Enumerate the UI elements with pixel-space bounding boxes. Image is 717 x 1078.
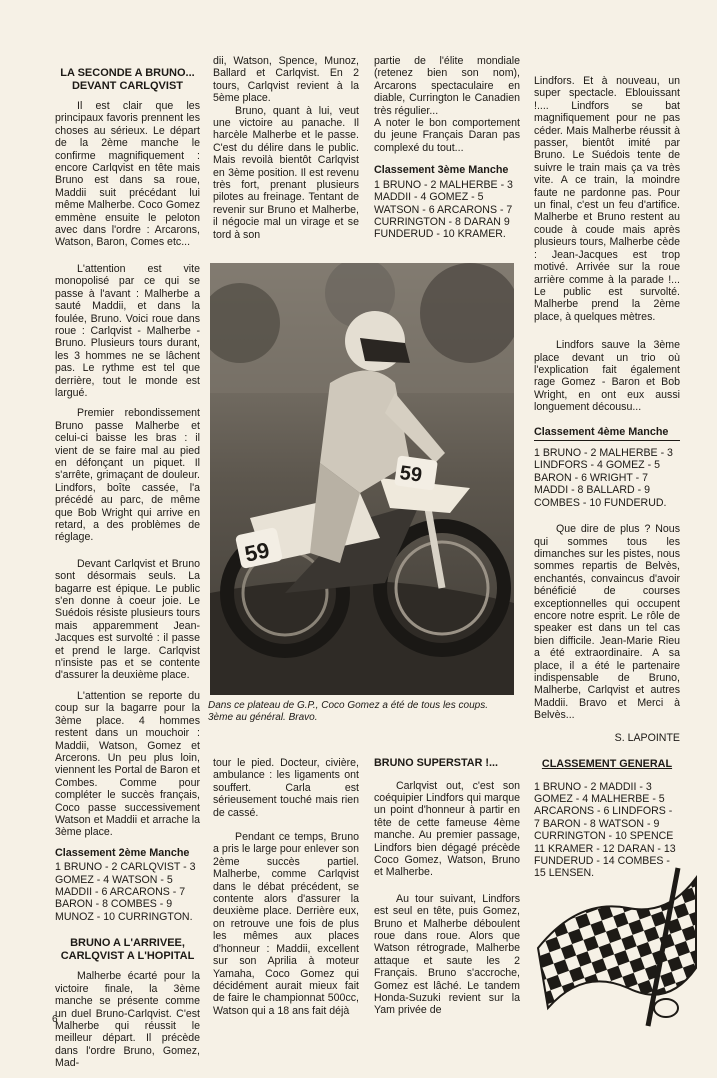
classement-3-title: Classement 3ème Manche (374, 164, 509, 177)
signature: S. LAPOINTE (614, 731, 680, 744)
title-line: CARLQVIST A L'HOPITAL (60, 949, 195, 962)
paragraph: Premier rebondissement Bruno passe Malherbe et celui-ci baisse les bras : il vient de se faire mal au pied en défonçant un piquet. Il s'arrête, grimaçant de douleur. Lindfors, boîte cassée, l'a précédé au parc, de même que Bob Wright qui arrive en retard, a des problèmes de réglage. (55, 407, 200, 544)
page-number: 6 (52, 1014, 58, 1025)
column-4 (534, 75, 680, 890)
column-1 (55, 67, 200, 1078)
motocross-photo (210, 263, 514, 695)
paragraph: Il est clair que les principaux favoris prennent les choses au sérieux. Le départ de la 2ème manche le confirme magnifiquement : encore Carlqvist en tête mais Bruno est dans sa roue, Maddii suit précédant lui même Malherbe. Coco Gomez emmène ensuite le peloton avec dans l'ordre : Arcarons, Watson, Baron, Comes etc... (55, 100, 200, 249)
classement-4-results: 1 BRUNO - 2 MALHERBE - 3 LINDFORS - 4 GOMEZ - 5 BARON - 6 WRIGHT - 7 MADDI - 8 BALLARD - 9 COMBES - 10 FUNDERUD. (534, 447, 673, 509)
classement-2-title: Classement 2ème Manche (55, 846, 190, 859)
paragraph: tour le pied. Docteur, civière, ambulance : les ligaments ont souffert. Carla est sérieusement touché mais rien de cassé. (213, 757, 359, 819)
paragraph: dii, Watson, Spence, Munoz, Ballard et Carlqvist. En 2 tours, Carlqvist revient à la 5ème place. (213, 55, 359, 105)
column-2-top (213, 55, 359, 249)
paragraph: Carlqvist out, c'est son coéquipier Lindfors qui marque un point d'honneur à partir en tête de cette fameuse 4ème manche. Au premier passage, Lindfors bien dégagé précède Coco Gomez, Watson, Bruno et Malherbe. (374, 779, 520, 879)
classement-2-results: 1 BRUNO - 2 CARLQVIST - 3 GOMEZ - 4 WATSON - 5 MADDII - 6 ARCARONS - 7 BARON - 8 COMBES - 9 MUNOZ - 10 CURRINGTON. (55, 861, 196, 923)
paragraph: Lindfors. Et à nouveau, un super spectacle. Eblouissant !.... Lindfors se bat magnifiquement pour ne pas céder. Mais Malherbe réussit à passer, bientôt imité par Bruno. Le Suédois tente de suivre le train mais ça va très vite. A ce train, la moindre faute ne pardonne pas. Pour un final, c'est un feu d'artifice. Malherbe et Bruno restent au coude à coude mais après plusieurs tours, Malherbe cède : Jean-Jacques est trop motivé. Arrivée sur la roue arrière comme à la parade !... Le public est survolté. Malherbe prend la 2ème place, à quelques mètres. (534, 75, 680, 323)
column-2-bottom (213, 757, 359, 1025)
paragraph: Devant Carlqvist et Bruno sont désormais seuls. La bagarre est épique. Le public s'en donne à coeur joie. Le Suédois résiste plusieurs tours mais apparemment Jean-Jacques est survolté : il passe et prend le large. Carlqvist n'insiste pas et se contente d'assurer la deuxième place. (55, 557, 200, 682)
paragraph: Bruno, quant à lui, veut une victoire au panache. Il harcèle Malherbe et le passe. C'est du délire dans le public. Mais revoilà bientôt Carlqvist en 3ème position. Il est revenu très fort, prenant plusieurs pilotes au freinage. Tentant de revenir sur Bruno et Malherbe, il négocie mal un virage et se tord à son (213, 104, 359, 241)
checkered-flag-icon (528, 858, 704, 1028)
paragraph: L'attention se reporte du coup sur la bagarre pour la 3ème place. 4 hommes restent dans un mouchoir : Maddii, Watson, Gomez et Arcerons. Un peu plus loin, viennent les Portal de Baron et Combes. Comme pour compléter le succès français, Coco passe successivement Watson et Maddii et arrache la 3ème place. (55, 689, 200, 839)
paragraph: Malherbe écarté pour la victoire finale, la 3ème manche se présente comme un duel Bruno-Carlqvist. C'est Malherbe qui réussit le meilleur départ. Il précède dans l'ordre Bruno, Gomez, Mad- (55, 970, 200, 1070)
paragraph: Lindfors sauve la 3ème place devant un trio où l'explication fait également rage Gomez - Baron et Bob Wright, en ont eux aussi longuement décousu... (534, 339, 680, 414)
title-line: DEVANT CARLQVIST (71, 79, 184, 92)
classement-3-results: 1 BRUNO - 2 MALHERBE - 3 MADDII - 4 GOMEZ - 5 WATSON - 6 ARCARONS - 7 CURRINGTON - 8 DARAN 9 FUNDERUD - 10 KRAMER. (374, 178, 513, 241)
column-3-top (374, 55, 520, 251)
divider (534, 440, 680, 441)
paragraph: A noter le bon comportement du jeune Français Daran pas complexé du tout... (374, 117, 520, 154)
section-title-arrivee (55, 937, 200, 962)
paragraph: Pendant ce temps, Bruno a pris le large pour enlever son 2ème succès partiel. Malherbe, comme Carlqvist dans le débat précédent, se contente alors d'assurer la deuxième place. Derrière eux, on retrouve une fois de plus les mêmes aux places d'honneur : Maddii, excellent sur son Aprilia à moteur Yamaha, Coco Gomez qui décidément aurait mieux fait de faire le championnat 500cc, Watson qui a 18 ans fait déjà (213, 831, 359, 1017)
title-line: LA SECONDE A BRUNO... (60, 67, 195, 79)
section-title-superstar: BRUNO SUPERSTAR !... (374, 757, 498, 769)
classement-4-title: Classement 4ème Manche (534, 425, 669, 438)
general-results: 1 BRUNO - 2 MADDII - 3 GOMEZ - 4 MALHERBE - 5 ARCARONS - 6 LINDFORS - 7 BARON - 8 WATSON - 9 CURRINGTON - 10 SPENCE 11 KRAMER - 12 DARAN - 13 FUNDERUD - 14 COMBES - 15 LENSEN. (534, 780, 676, 880)
paragraph: partie de l'élite mondiale (retenez bien son nom), Arcarons spectaculaire en diable, Currington le Canadien très régulier... (374, 55, 520, 117)
title-line: BRUNO A L'ARRIVEE, (70, 937, 185, 950)
paragraph: Au tour suivant, Lindfors est seul en tête, puis Gomez, Bruno et Malherbe déboulent roue dans roue. Alors que Watson rétrograde, Malherbe attaque et saute les 2 Français. Bruno s'accroche, Gomez est lâché. Le tandem Honda-Suzuki revient sur la Yam privée de (374, 892, 520, 1017)
rear-plate-number: 59 (242, 537, 272, 567)
front-plate-number: 59 (398, 461, 424, 487)
paragraph: Que dire de plus ? Nous qui sommes tous les dimanches sur les pistes, nous sommes repartis de Belvès, enchantés, convaincus d'avoir bénéficié de courses exceptionnelles qui occupent encore notre esprit. Le rôle de speaker est dans un tel cas bien difficile. Jean-Marie Rieu a été extraordinaire. A sa place, il a été le partenaire indispensable de Bruno, Malherbe, Carlqvist et autres Maddii. Bravo et Merci à Belvès... (534, 523, 680, 722)
column-3-bottom (374, 757, 520, 1025)
section-title-seconde (55, 67, 200, 92)
paragraph: L'attention est vite monopolisé par ce qui se passe à l'avant : Malherbe a sauté Maddii, et dans la foulée, Bruno. Voici roue dans roue : Carlqvist - Malherbe - Bruno. Plusieurs tours durant, les 3 hommes ne se lâchent pas. Le rythme est tel que derrière, tout le monde est largué. (55, 262, 200, 399)
general-title: CLASSEMENT GENERAL (541, 758, 673, 770)
rider-illustration (210, 263, 514, 695)
photo-caption: Dans ce plateau de G.P., Coco Gomez a été de tous les coups. 3ème au général. Bravo. (208, 700, 488, 723)
